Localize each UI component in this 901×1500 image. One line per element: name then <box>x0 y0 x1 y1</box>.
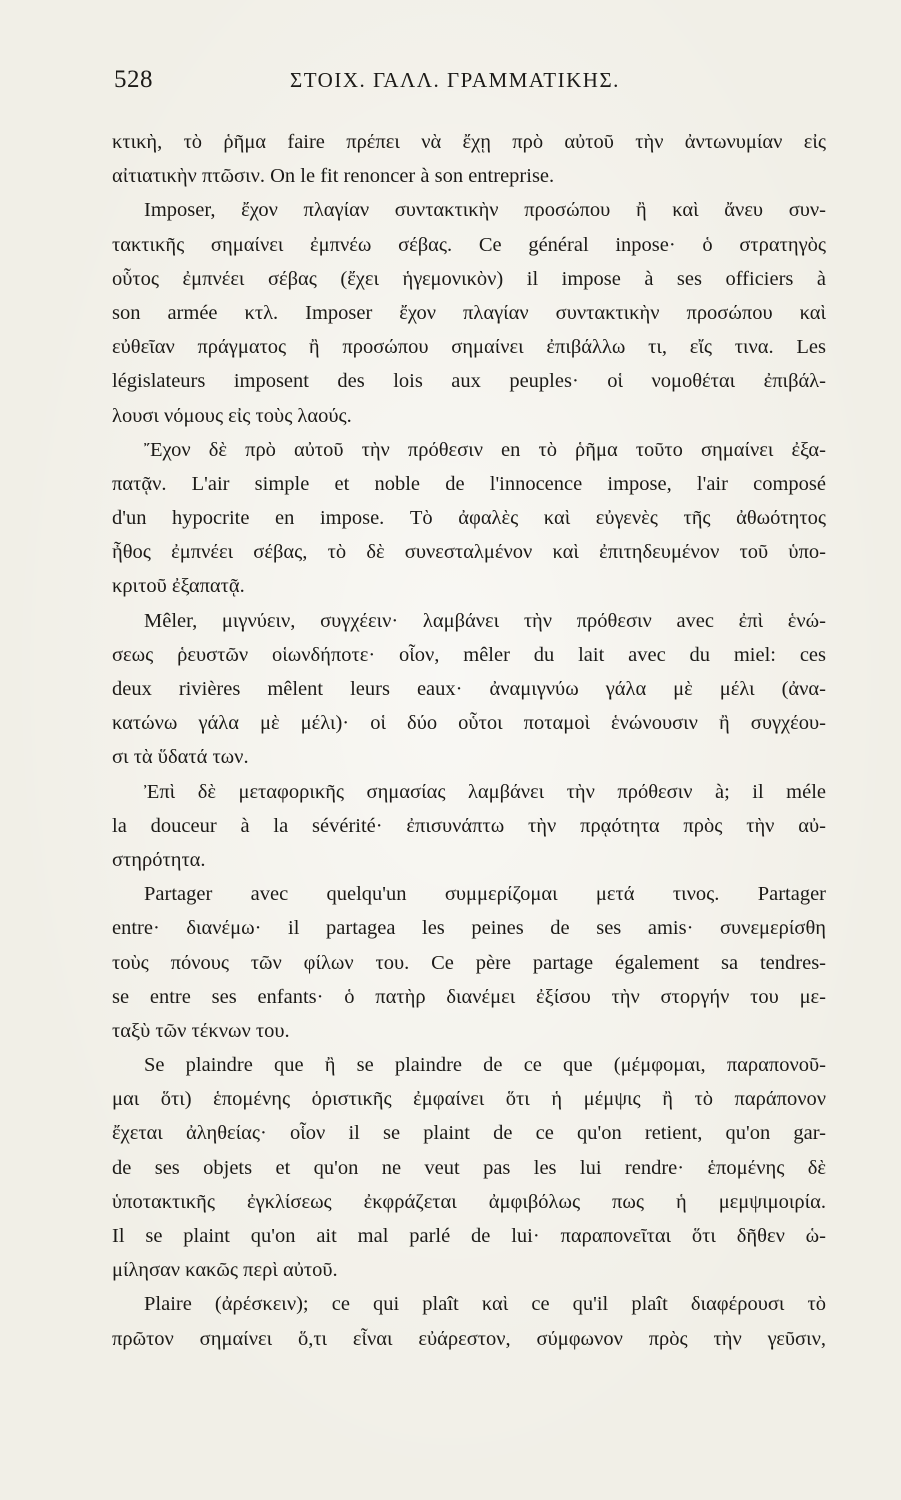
text-line: Imposer, ἔχον πλαγίαν συντακτικὴν προσώπου ἢ καὶ ἄνευ συν- <box>144 199 826 222</box>
text-line: ὑποτακτικῆς ἐγκλίσεως ἐκφράζεται ἀμφιβόλως πως ἡ μεμψιμοιρία. <box>112 1190 826 1213</box>
paragraph <box>112 775 826 878</box>
text-line: κτικὴ, τὸ ῥῆμα faire πρέπει νὰ ἔχῃ πρὸ αὐτοῦ τὴν ἀντωνυμίαν εἰς <box>112 131 826 153</box>
text-line: son armée κτλ. Imposer ἔχον πλαγίαν συντακτικὴν προσώπου καὶ <box>112 301 826 324</box>
text-line: se entre ses enfants· ὁ πατὴρ διανέμει ἐξίσου τὴν στοργήν του με- <box>112 985 826 1008</box>
text-line: Partager avec quelqu'un συμμερίζομαι μετά τινος. Partager <box>144 883 826 906</box>
text-line: κατώνω γάλα μὲ μέλι)· οἱ δύο οὗτοι ποταμοὶ ἑνώνουσιν ἢ συγχέου- <box>112 712 826 735</box>
paragraph <box>112 877 826 1048</box>
text-line: ἔχεται ἀληθείας· οἷον il se plaint de ce qu'on retient, qu'on gar- <box>112 1122 826 1145</box>
text-line: σι τὰ ὕδατά των. <box>112 746 249 769</box>
paragraph <box>112 604 826 775</box>
text-line: εὐθεῖαν πράγματος ἢ προσώπου σημαίνει ἐπιβάλλω τι, εἴς τινα. Les <box>112 336 826 359</box>
text-line: Ἐπὶ δὲ μεταφορικῆς σημασίας λαμβάνει τὴν πρόθεσιν à; il méle <box>144 780 826 803</box>
running-title: ΣΤΟΙΧ. ΓΑΛΛ. ΓΡΑΜΜΑΤΙΚΗΣ. <box>290 68 620 92</box>
paragraph <box>112 1048 826 1287</box>
text-line: πατᾷν. L'air simple et noble de l'innocence impose, l'air composé <box>112 472 826 495</box>
text-line: la douceur à la sévérité· ἐπισυνάπτω τὴν πρᾳότητα πρὸς τὴν αὐ- <box>112 814 826 837</box>
text-line: de ses objets et qu'on ne veut pas les lui rendre· ἑπομένης δὲ <box>112 1156 826 1179</box>
text-line: τακτικῆς σημαίνει ἐμπνέω σέβας. Ce général inpose· ὁ στρατηγὸς <box>112 233 826 256</box>
text-line: Ἔχον δὲ πρὸ αὐτοῦ τὴν πρόθεσιν en τὸ ῥῆμα τοῦτο σημαίνει ἐξα- <box>144 438 826 461</box>
paragraph <box>112 193 826 432</box>
page-header <box>114 66 824 106</box>
text-line: οὗτος ἐμπνέει σέβας (ἔχει ἡγεμονικὸν) il impose à ses officiers à <box>112 267 826 290</box>
text-line: μίλησαν κακῶς περὶ αὐτοῦ. <box>112 1259 338 1282</box>
text-line: Se plaindre que ἢ se plaindre de ce que (μέμφομαι, παραπονοῦ- <box>144 1054 826 1077</box>
paragraph <box>112 125 826 193</box>
text-line: αἰτιατικὴν πτῶσιν. On le fit renoncer à son entreprise. <box>112 165 555 188</box>
body-text <box>112 125 826 1356</box>
text-line: entre· διανέμω· il partagea les peines de ses amis· συνεμερίσθη <box>112 917 826 940</box>
text-line: μαι ὅτι) ἑπομένης ὁριστικῆς ἐμφαίνει ὅτι ἡ μέμψις ἢ τὸ παράπονον <box>112 1088 826 1111</box>
text-line: πρῶτον σημαίνει ὅ,τι εἶναι εὐάρεστον, σύμφωνον πρὸς τὴν γεῦσιν, <box>112 1327 826 1350</box>
text-line: ἦθος ἐμπνέει σέβας, τὸ δὲ συνεσταλμένον καὶ ἐπιτηδευμένον τοῦ ὑπο- <box>112 541 826 564</box>
paragraph <box>112 1287 826 1355</box>
text-line: Plaire (ἀρέσκειν); ce qui plaît καὶ ce qu'il plaît διαφέρουσι τὸ <box>144 1293 826 1316</box>
text-line: τοὺς πόνους τῶν φίλων του. Ce père partage également sa tendres- <box>112 951 826 974</box>
text-line: κριτοῦ ἐξαπατᾷ. <box>112 575 245 598</box>
text-line: deux rivières mêlent leurs eaux· ἀναμιγνύω γάλα μὲ μέλι (ἀνα- <box>112 678 826 700</box>
text-line: législateurs imposent des lois aux peuples· οἱ νομοθέται ἐπιβάλ- <box>112 370 826 393</box>
text-line: Mêler, μιγνύειν, συγχέειν· λαμβάνει τὴν πρόθεσιν avec ἐπὶ ἑνώ- <box>144 609 826 632</box>
text-line: λουσι νόμους εἰς τοὺς λαούς. <box>112 404 352 427</box>
text-line: ταξὺ τῶν τέκνων του. <box>112 1019 290 1042</box>
page-number: 528 <box>114 66 153 93</box>
text-line: Il se plaint qu'on ait mal parlé de lui· παραπονεῖται ὅτι δῆθεν ὡ- <box>112 1225 826 1247</box>
text-line: σεως ῥευστῶν οἱωνδήποτε· οἷον, mêler du lait avec du miel: ces <box>112 643 826 666</box>
paragraph <box>112 433 826 604</box>
text-line: στηρότητα. <box>112 848 206 871</box>
text-line: d'un hypocrite en impose. Τὸ ἀφαλὲς καὶ εὐγενὲς τῆς ἀθωότητος <box>112 507 826 530</box>
